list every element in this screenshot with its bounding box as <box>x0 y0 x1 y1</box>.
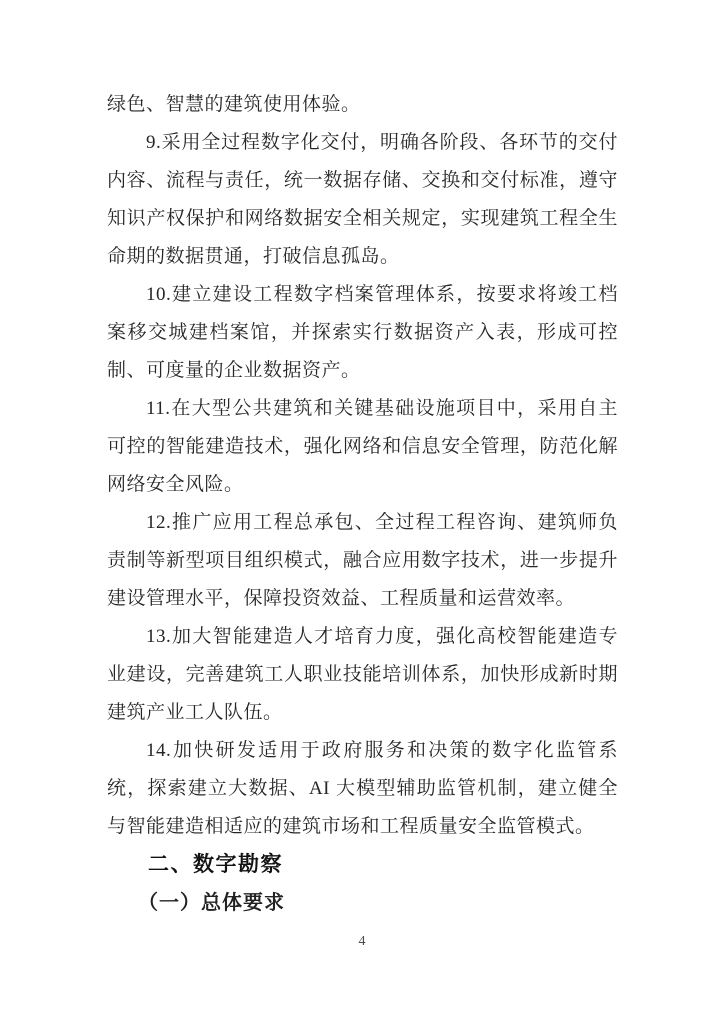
paragraph-item-11: 11.在大型公共建筑和关键基础设施项目中，采用自主可控的智能建造技术，强化网络和信息安全管理，防范化解网络安全风险。 <box>107 398 618 495</box>
paragraph-item-9: 9.采用全过程数字化交付，明确各阶段、各环节的交付内容、流程与责任，统一数据存储、交换和交付标准，遵守知识产权保护和网络数据安全相关规定，实现建筑工程全生命期的数据贯通，打破信息孤岛。 <box>107 132 618 267</box>
page-number: 4 <box>358 934 366 949</box>
paragraph-item-12: 12.推广应用工程总承包、全过程工程咨询、建筑师负责制等新型项目组织模式，融合应用数字技术，进一步提升建设管理水平，保障投资效益、工程质量和运营效率。 <box>107 512 618 609</box>
section-heading: 二、数字勘察 <box>148 853 283 876</box>
subsection-heading: （一）总体要求 <box>138 892 285 914</box>
paragraph-item-14: 14.加快研发适用于政府服务和决策的数字化监管系统，探索建立大数据、AI 大模型辅助监管机制，建立健全与智能建造相适应的建筑市场和工程质量安全监管模式。 <box>107 740 618 837</box>
paragraph-continuation: 绿色、智慧的建筑使用体验。 <box>107 94 361 115</box>
page-content <box>107 86 618 922</box>
paragraph-item-10: 10.建立建设工程数字档案管理体系，按要求将竣工档案移交城建档案馆，并探索实行数据资产入表，形成可控制、可度量的企业数据资产。 <box>107 284 618 381</box>
paragraph-item-13: 13.加大智能建造人才培育力度，强化高校智能建造专业建设，完善建筑工人职业技能培训体系，加快形成新时期建筑产业工人队伍。 <box>107 626 618 723</box>
